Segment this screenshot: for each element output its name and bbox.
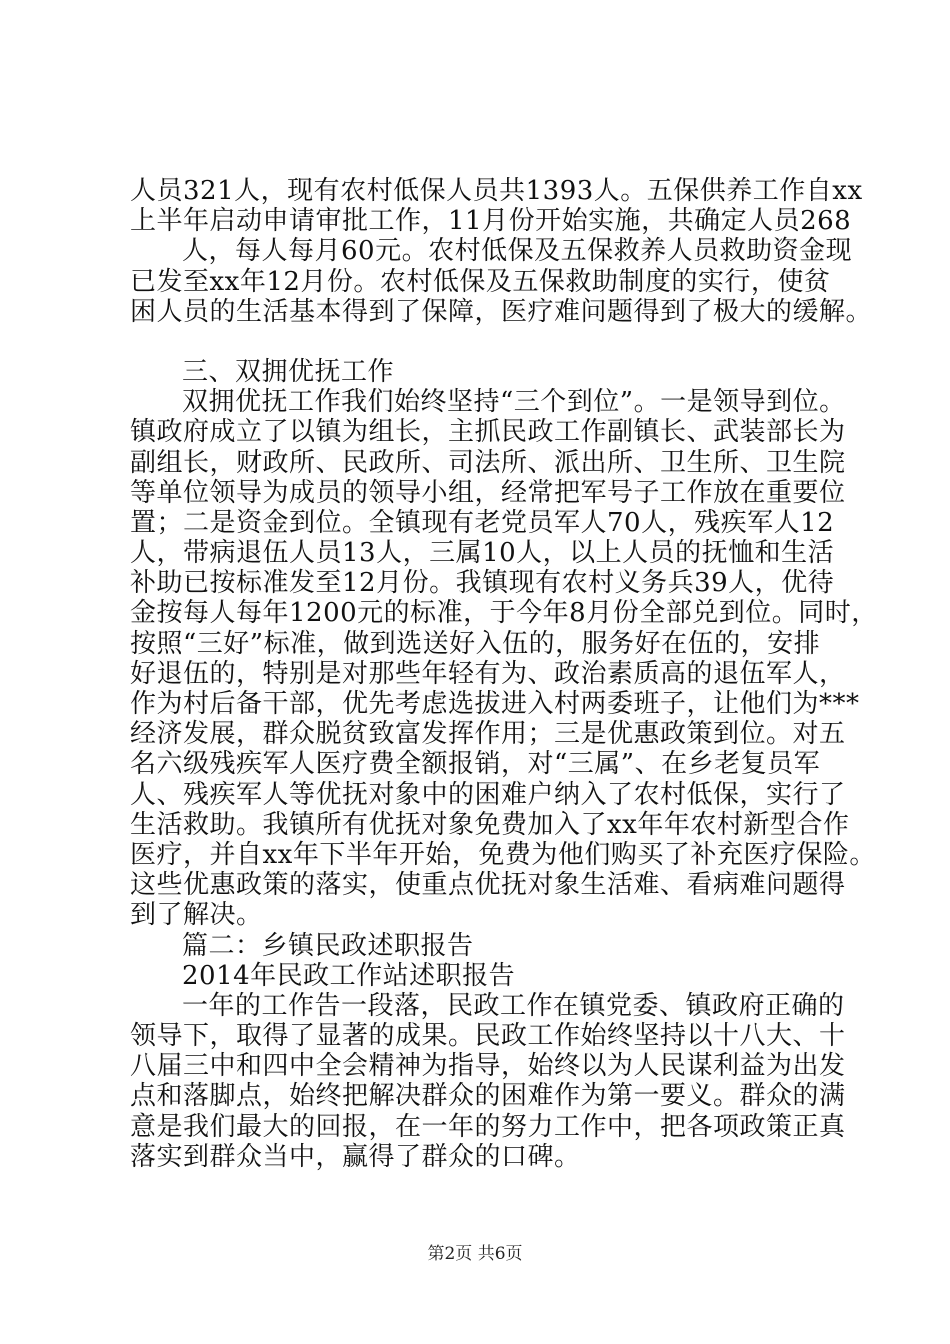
paragraph-section-three	[130, 387, 878, 931]
text-line: 八届三中和四中全会精神为指导，始终以为人民谋利益为出发	[130, 1051, 846, 1082]
text-line: 名六级残疾军人医疗费全额报销，对“三属”、在乡老复员军	[130, 749, 821, 780]
page-number: 第2页 共6页	[427, 1244, 523, 1264]
text-line: 补助已按标准发至12月份。我镇现有农村义务兵39人，优待	[130, 568, 835, 599]
document-body	[130, 176, 878, 1172]
text-line: 医疗，并自xx年下半年开始，免费为他们购买了补充医疗保险。	[130, 839, 876, 870]
text-line: 按照“三好”标准，做到选送好入伍的，服务好在伍的，安排	[130, 628, 821, 659]
text-line: 到了解决。	[130, 900, 263, 931]
text-line: 上半年启动申请审批工作，11月份开始实施，共确定人员268	[130, 206, 852, 237]
text-line: 一年的工作告一段落，民政工作在镇党委、镇政府正确的	[182, 990, 845, 1021]
paragraph-gap	[130, 327, 830, 357]
text-line: 等单位领导为成员的领导小组，经常把军号子工作放在重要位	[130, 477, 846, 508]
text-line: 副组长，财政所、民政所、司法所、派出所、卫生所、卫生院	[130, 447, 846, 478]
text-line: 人，每人每月60元。农村低保及五保救养人员救助资金现	[182, 236, 853, 267]
text-line: 落实到群众当中，赢得了群众的口碑。	[130, 1141, 581, 1172]
text-line: 困人员的生活基本得到了保障，医疗难问题得到了极大的缓解。	[130, 296, 873, 327]
text-line: 生活救助。我镇所有优抚对象免费加入了xx年年农村新型合作	[130, 809, 850, 840]
text-line: 意是我们最大的回报，在一年的努力工作中，把各项政策正真	[130, 1111, 846, 1142]
text-line: 已发至xx年12月份。农村低保及五保救助制度的实行，使贫	[130, 266, 831, 297]
paragraph-continuation	[130, 176, 873, 327]
text-line: 作为村后备干部，优先考虑选拔进入村两委班子，让他们为***	[130, 689, 860, 719]
text-line: 金按每人每年1200元的标准，于今年8月份全部兑到位。同时，	[130, 598, 878, 629]
text-line: 好退伍的，特别是对那些年轻有为、政治素质高的退伍军人，	[130, 658, 846, 689]
text-line: 镇政府成立了以镇为组长，主抓民政工作副镇长、武装部长为	[130, 417, 846, 448]
paragraph-report	[130, 990, 846, 1172]
text-line: 领导下，取得了显著的成果。民政工作始终坚持以十八大、十	[130, 1021, 846, 1052]
report-title: 2014年民政工作站述职报告	[182, 960, 516, 991]
text-line: 点和落脚点，始终把解决群众的困难作为第一要义。群众的满	[130, 1081, 846, 1112]
text-line: 人员321人，现有农村低保人员共1393人。五保供养工作自xx	[130, 176, 863, 206]
text-line: 人、残疾军人等优抚对象中的困难户纳入了农村低保，实行了	[130, 779, 846, 810]
text-line: 人，带病退伍人员13人，三属10人，以上人员的抚恤和生活	[130, 538, 835, 569]
text-line: 经济发展，群众脱贫致富发挥作用；三是优惠政策到位。对五	[130, 719, 846, 750]
text-line: 这些优惠政策的落实，使重点优抚对象生活难、看病难问题得	[130, 870, 846, 901]
text-line: 置；二是资金到位。全镇现有老党员军人70人，残疾军人12	[130, 507, 835, 538]
section-heading: 三、双拥优抚工作	[182, 356, 395, 387]
part-heading: 篇二：乡镇民政述职报告	[182, 930, 474, 961]
text-line: 双拥优抚工作我们始终坚持“三个到位”。一是领导到位。	[182, 387, 846, 418]
